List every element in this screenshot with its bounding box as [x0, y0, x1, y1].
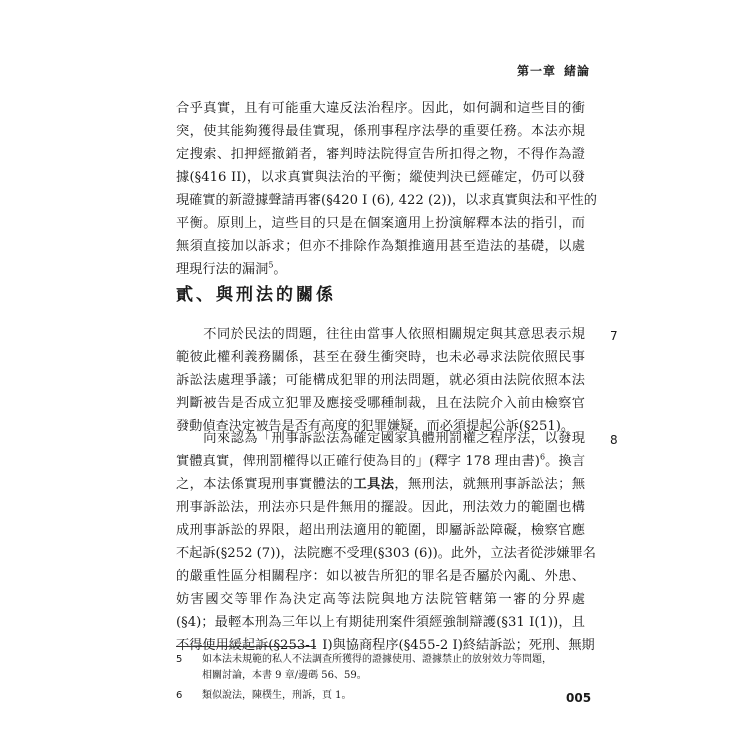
text-line: 突，使其能夠獲得最佳實現，係刑事程序法學的重要任務。本法亦規	[176, 124, 585, 139]
footnote-number: 5	[176, 654, 183, 665]
text-line: 範彼此權利義務關係，甚至在發生衝突時，也未必尋求法院依照民事	[176, 350, 585, 365]
text-line: 發動偵查決定被告是否有高度的犯罪嫌疑，而必須提起公訴(§251)。	[176, 419, 575, 434]
text-line: 無須直接加以訴求；但亦不排除作為類推適用甚至造法的基礎，以處	[176, 239, 585, 254]
paragraph-1	[176, 97, 597, 281]
footnote-text: 類似說法，陳樸生，刑訴，頁 1。	[202, 690, 352, 701]
paragraph-3	[176, 427, 596, 657]
footnote-number: 6	[176, 690, 183, 701]
running-header	[517, 62, 590, 79]
text-line: 的嚴重性區分相關程序：如以被告所犯的罪名是否屬於內亂、外患、	[176, 569, 585, 584]
text-line: 定搜索、扣押經撤銷者，審判時法院得宣告所扣得之物，不得作為證	[176, 147, 585, 162]
chapter-label: 第一章	[516, 64, 556, 78]
text-line: 不起訴(§252 (7))，法院應不受理(§303 (6))。此外，立法者從涉嫌罪名	[176, 546, 596, 561]
page-number: 005	[566, 691, 592, 705]
footnote-5	[176, 652, 585, 684]
footnote-ref-6[interactable]: 6	[539, 452, 546, 462]
text-line: 現確實的新證據聲請再審(§420 I (6), 422 (2))，以求真實與法和平性的	[176, 193, 597, 208]
section-title: 貳、與刑法的關係	[176, 285, 336, 305]
text-line: 不同於民法的問題，往往由當事人依照相關規定與其意思表示規	[176, 327, 585, 342]
footnote-divider	[176, 646, 316, 647]
text-line: 刑事訴訟法，刑法亦只是件無用的擺設。因此，刑法效力的範圍也構	[176, 500, 585, 515]
emphasis-text: 工具法	[353, 477, 395, 492]
text-line: 訴訟法處理爭議；可能構成犯罪的刑法問題，就必須由法院依照本法	[176, 373, 585, 388]
text-line: 妨害國交等罪作為決定高等法院與地方法院管轄第一審的分界處	[176, 592, 585, 607]
margin-number-7: 7	[610, 329, 618, 343]
text-line: 據(§416 II)，以求真實與法治的平衡；縱使判決已經確定，仍可以發	[176, 170, 585, 185]
text-line	[176, 450, 585, 473]
text-line: 平衡。原則上，這些目的只是在個案適用上扮演解釋本法的指引，而	[176, 216, 585, 231]
footnote-text: 如本法未規範的私人不法調查所獲得的證據使用、證據禁止的放射效力等問題，	[202, 654, 552, 665]
text-line: 不得使用緩起訴(§253-1 I)與協商程序(§455-2 I)終結訴訟；死刑、無期	[176, 638, 595, 653]
footnote-text: 相關討論，本書 9 章/邊碼 56、59。	[202, 670, 367, 681]
text-span: 之，本法係實現刑事實體法的	[176, 477, 354, 492]
text-span: 。換言	[545, 454, 586, 469]
text-span: ，無刑法，就無刑事訴訟法；無	[394, 477, 586, 492]
text-line: 判斷被告是否成立犯罪及應接受哪種制裁，且在法院介入前由檢察官	[176, 396, 585, 411]
text-line	[176, 258, 585, 281]
paragraph-2	[176, 323, 585, 438]
text-line: 成刑事訴訟的界限，超出刑法適用的範圍，即屬訴訟障礙，檢察官應	[176, 523, 585, 538]
margin-number-8: 8	[610, 433, 618, 447]
text-span: 理現行法的漏洞	[176, 262, 269, 277]
footnote-ref-5[interactable]: 5	[268, 260, 274, 270]
footnote-6	[176, 688, 585, 704]
text-span: 。	[273, 262, 287, 277]
text-line	[176, 473, 585, 496]
text-span: 實體真實，俾刑罰權得以正確行使為目的」(釋字 178 理由書)	[176, 454, 540, 469]
text-line: (§4)；最輕本刑為三年以上有期徒刑案件須經強制辯護(§31 I(1))，且	[176, 615, 585, 630]
text-line: 合乎真實，且有可能重大違反法治程序。因此，如何調和這些目的衝	[176, 101, 585, 116]
text-line: 向來認為「刑事訴訟法為確定國家具體刑罰權之程序法，以發現	[176, 431, 585, 446]
chapter-title: 緒論	[563, 64, 590, 78]
